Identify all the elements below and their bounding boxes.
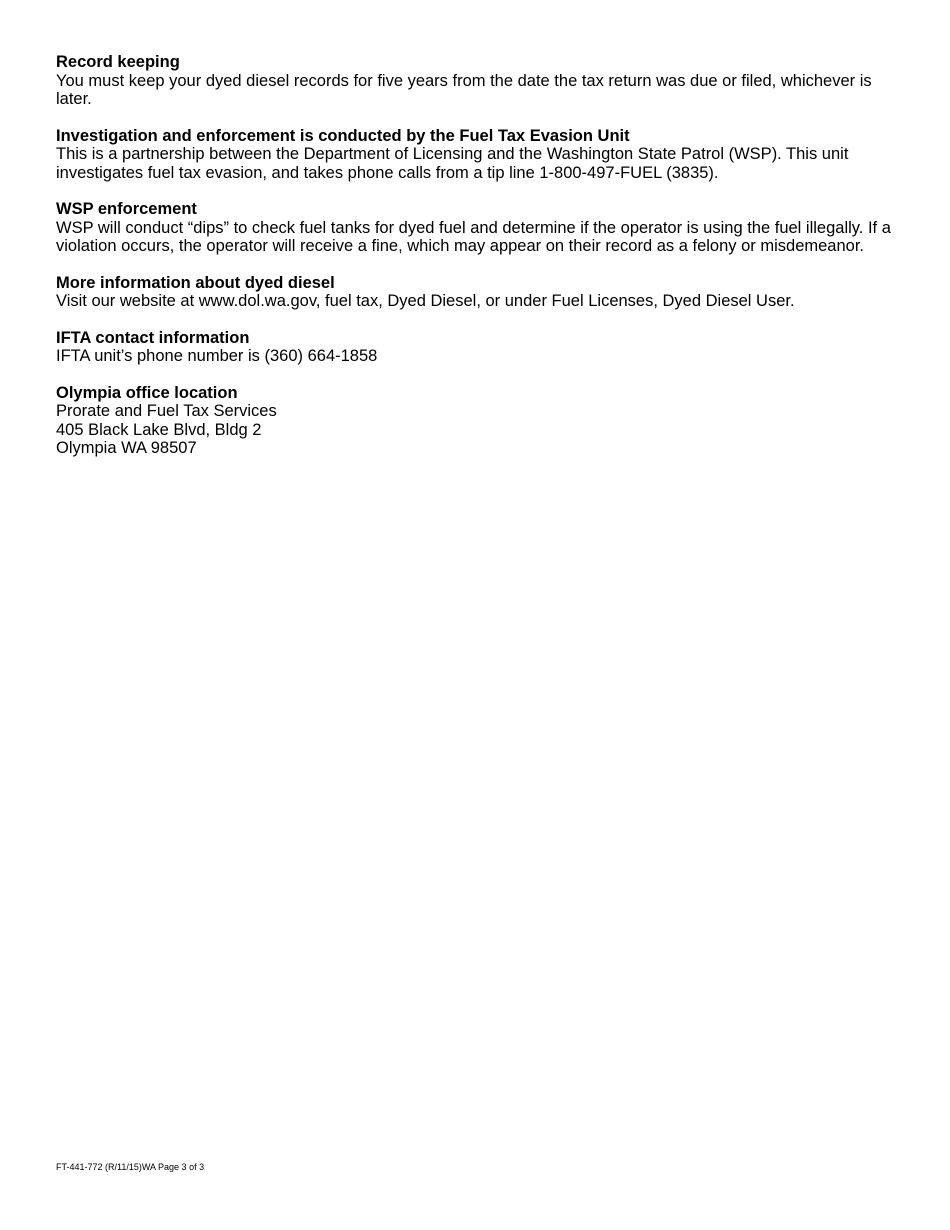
section-heading: More information about dyed diesel xyxy=(56,273,335,292)
section-body: This is a partnership between the Department of Licensing and the Washington State Patrol (WSP). This unit investigates fuel tax evasion, and takes phone calls from a tip line 1-800-497-FUEL (3835). xyxy=(56,145,849,182)
section-heading: Record keeping xyxy=(56,53,180,71)
section-body: You must keep your dyed diesel records for five years from the date the tax return was due or filed, whichever is later. xyxy=(56,71,872,108)
document-page xyxy=(56,53,896,476)
investigation-section xyxy=(56,127,896,183)
section-heading: Investigation and enforcement is conducted by the Fuel Tax Evasion Unit xyxy=(56,126,630,145)
section-heading: WSP enforcement xyxy=(56,200,197,218)
address-line: 405 Black Lake Blvd, Bldg 2 xyxy=(56,420,262,439)
ifta-contact-section xyxy=(56,329,896,366)
address-line: Olympia WA 98507 xyxy=(56,439,197,457)
section-heading: IFTA contact information xyxy=(56,328,250,347)
address-line: Prorate and Fuel Tax Services xyxy=(56,402,277,420)
section-body: WSP will conduct “dips” to check fuel tanks for dyed fuel and determine if the operator is using the fuel illegally. If a violation occurs, the operator will receive a fine, which may appear on their record as a felony or misdemeanor. xyxy=(56,218,891,255)
more-information-section xyxy=(56,274,896,311)
section-heading: Olympia office location xyxy=(56,383,238,402)
record-keeping-section xyxy=(56,53,896,109)
wsp-enforcement-section xyxy=(56,200,896,256)
olympia-office-section xyxy=(56,384,896,458)
section-body: Visit our website at www.dol.wa.gov, fuel tax, Dyed Diesel, or under Fuel Licenses, Dyed Diesel User. xyxy=(56,292,795,310)
form-footer: FT-441-772 (R/11/15)WA Page 3 of 3 xyxy=(56,1162,205,1172)
section-body: IFTA unit’s phone number is (360) 664-1858 xyxy=(56,347,378,365)
